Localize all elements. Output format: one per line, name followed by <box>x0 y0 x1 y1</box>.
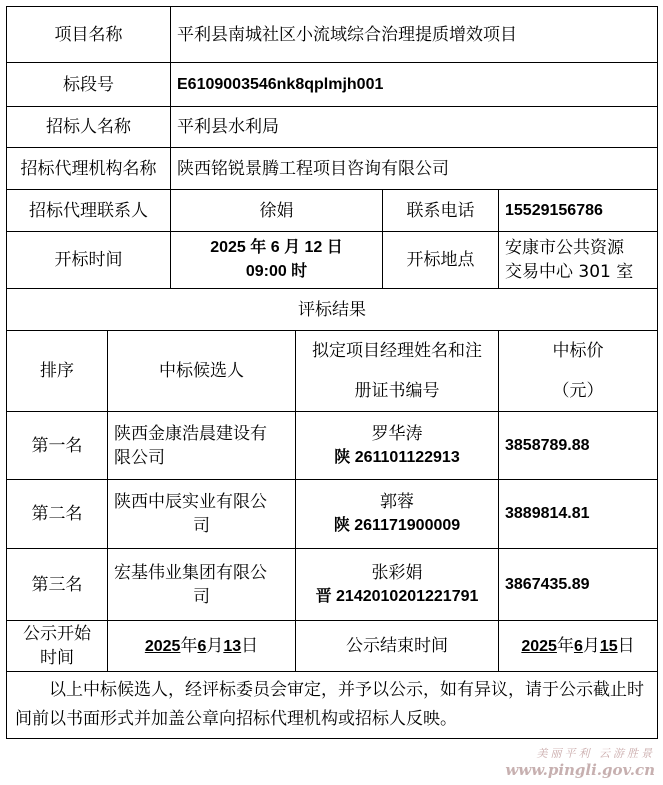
month-unit: 月 <box>206 635 224 656</box>
tenderer-label: 招标人名称 <box>7 107 171 148</box>
publicity-start-month: 6 <box>197 637 207 655</box>
publicity-start-label <box>7 621 108 672</box>
manager-2-cert: 陕 261171900009 <box>333 517 461 534</box>
manager-2-name: 郭蓉 <box>380 492 414 512</box>
results-heading: 评标结果 <box>7 289 658 331</box>
header-manager-line2: 册证书编号 <box>354 381 440 401</box>
manager-2 <box>296 480 499 549</box>
header-price-line2: （元） <box>552 381 604 401</box>
project-name: 平利县南城社区小流域综合治理提质增效项目 <box>171 7 658 63</box>
candidate-1-line1: 陕西金康浩晨建设有 <box>114 423 267 444</box>
site-watermark <box>505 745 655 779</box>
open-place-label: 开标地点 <box>383 232 499 289</box>
section-label: 标段号 <box>7 63 171 107</box>
open-time-date: 2025 年 6 月 12 日 <box>210 239 343 256</box>
open-time-label: 开标时间 <box>7 232 171 289</box>
candidate-3-line1: 宏基伟业集团有限公 <box>114 562 267 583</box>
publicity-start-day: 13 <box>223 637 242 655</box>
bid-result-table <box>6 6 658 739</box>
open-place <box>499 232 658 289</box>
publicity-end-month: 6 <box>573 637 583 655</box>
manager-1-cert: 陕 261101122913 <box>334 448 460 466</box>
manager-1 <box>296 412 499 480</box>
header-manager <box>296 331 499 412</box>
publicity-end-year: 2025 <box>521 637 557 655</box>
month-unit: 月 <box>582 635 600 656</box>
rank-3: 第三名 <box>7 549 108 621</box>
header-rank: 排序 <box>7 331 108 412</box>
notice-text: 以上中标候选人，经评标委员会审定，并予以公示，如有异议，请于公示截止时间前以书面形式并加盖公章向招标代理机构或招标人反映。 <box>7 672 658 739</box>
candidate-3-line2: 司 <box>193 586 210 607</box>
table-row <box>7 549 658 621</box>
year-unit: 年 <box>180 635 198 656</box>
tenderer-name: 平利县水利局 <box>171 107 658 148</box>
table-row <box>7 480 658 549</box>
publicity-end-date <box>499 621 658 672</box>
table-row <box>7 412 658 480</box>
candidate-2 <box>108 480 296 549</box>
price-2: 3889814.81 <box>499 480 658 549</box>
rank-1: 第一名 <box>7 412 108 480</box>
candidate-1 <box>108 412 296 480</box>
publicity-start-date <box>108 621 296 672</box>
phone-label: 联系电话 <box>383 190 499 232</box>
contact-label: 招标代理联系人 <box>7 190 171 232</box>
rank-2: 第二名 <box>7 480 108 549</box>
day-unit: 日 <box>617 635 635 656</box>
candidate-1-line2: 限公司 <box>114 447 165 468</box>
section-number: E6109003546nk8qplmjh001 <box>171 63 658 107</box>
candidate-3 <box>108 549 296 621</box>
publicity-start-label-line1: 公示开始 <box>23 624 91 644</box>
manager-3-cert: 晋 2142010201221791 <box>315 587 479 605</box>
price-1: 3858789.88 <box>499 412 658 480</box>
manager-3 <box>296 549 499 621</box>
open-place-line1: 安康市公共资源 <box>505 238 624 258</box>
publicity-end-day: 15 <box>599 637 618 655</box>
open-time <box>171 232 383 289</box>
watermark-slogan: 美丽平利 云游胜景 <box>536 747 655 760</box>
header-price-line1: 中标价 <box>552 341 604 361</box>
header-candidate: 中标候选人 <box>108 331 296 412</box>
open-time-hour: 09:00 时 <box>245 263 308 280</box>
year-unit: 年 <box>556 635 574 656</box>
manager-1-name: 罗华涛 <box>371 423 423 444</box>
header-price <box>499 331 658 412</box>
header-manager-line1: 拟定项目经理姓名和注 <box>312 341 482 361</box>
open-place-line2: 交易中心 301 室 <box>505 262 634 282</box>
contact-name: 徐娟 <box>171 190 383 232</box>
candidate-2-line1: 陕西中辰实业有限公 <box>114 492 267 512</box>
candidate-2-line2: 司 <box>193 516 210 536</box>
agency-label: 招标代理机构名称 <box>7 148 171 190</box>
day-unit: 日 <box>241 635 259 656</box>
watermark-url: www.pingli.gov.cn <box>505 761 655 779</box>
publicity-end-label: 公示结束时间 <box>296 621 499 672</box>
phone-number: 15529156786 <box>499 190 658 232</box>
publicity-start-label-line2: 时间 <box>40 648 74 668</box>
project-name-label: 项目名称 <box>7 7 171 63</box>
agency-name: 陕西铭锐景腾工程项目咨询有限公司 <box>171 148 658 190</box>
manager-3-name: 张彩娟 <box>371 562 423 583</box>
price-3: 3867435.89 <box>499 549 658 621</box>
publicity-start-year: 2025 <box>144 637 181 655</box>
